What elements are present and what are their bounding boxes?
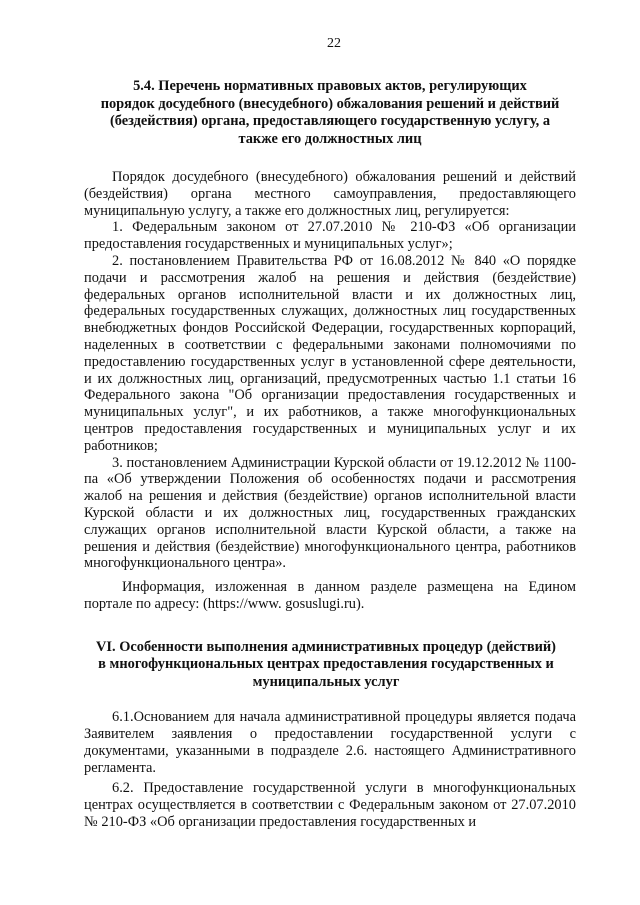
section-intro-paragraph: Порядок досудебного (внесудебного) обжалования решений и действий (бездействия) органа местного самоуправления, предоставляющего муниципальную услугу, а также его должностных лиц, регулируется: xyxy=(84,169,576,219)
section-title-line: порядок досудебного (внесудебного) обжалования решений и действий xyxy=(100,95,560,112)
chapter-title-line: в многофункциональных центрах предоставления государственных и xyxy=(98,656,554,673)
section-title-line: также его должностных лиц xyxy=(238,130,422,147)
page-number: 22 xyxy=(327,36,341,51)
chapter-6-title xyxy=(76,639,576,692)
portal-info-paragraph: Информация, изложенная в данном разделе размещена на Едином портале по адресу: (https://www. gosuslugi.ru). xyxy=(84,579,576,612)
legal-act-item-2: 2. постановлением Правительства РФ от 16.08.2012 № 840 «О порядке подачи и рассмотрения жалоб на решения и действия (бездействие) федеральных органов исполнительной власти и их должностных лиц, федеральных государственных служащих, должностных лиц государственных внебюджетных фондов Российской Федерации, государственных корпораций, наделенных в соответствии с федеральными законами полномочиями по предоставлению государственных услуг в установленной сфере деятельности, и их должностных лиц, организаций, предусмотренных частью 1.1 статьи 16 Федерального закона "Об организации предоставления государственных и муниципальных услуг", и их работников, а также многофункциональных центров предоставления государственных и муниципальных услуг и их работников; xyxy=(84,252,576,454)
section-title-line: (бездействия) органа, предоставляющего государственную услугу, а xyxy=(109,113,551,129)
legal-act-item-1: 1. Федеральным законом от 27.07.2010 № 210-ФЗ «Об организации предоставления государственных и муниципальных услуг»; xyxy=(84,219,576,253)
chapter-title-line: муниципальных услуг xyxy=(252,673,400,690)
section-title-line: 5.4. Перечень нормативных правовых актов, регулирующих xyxy=(133,78,527,94)
chapter-paragraph-6-1: 6.1.Основанием для начала административной процедуры является подача Заявителем заявления о предоставлении государственной услуги с документами, указанными в подразделе 2.6. настоящего Административного регламента. xyxy=(84,709,576,776)
section-5-4-title xyxy=(84,78,576,148)
chapter-paragraph-6-2: 6.2. Предоставление государственной услуги в многофункциональных центрах осуществляется в соответствии с Федеральным законом от 27.07.2010 № 210-ФЗ «Об организации предоставления государственных и xyxy=(84,780,576,830)
chapter-title-line: VI. Особенности выполнения административных процедур (действий) xyxy=(96,638,556,655)
legal-act-item-3: 3. постановлением Администрации Курской области от 19.12.2012 № 1100-па «Об утверждении Положения об особенностях подачи и рассмотрения жалоб на решения и действия (бездействие) органов исполнительной власти Курской области и их должностных лиц, государственных гражданских служащих органов исполнительной власти Курской области, а также на решения и действия (бездействие) многофункционального центра, работников многофункционального центра». xyxy=(84,454,576,572)
